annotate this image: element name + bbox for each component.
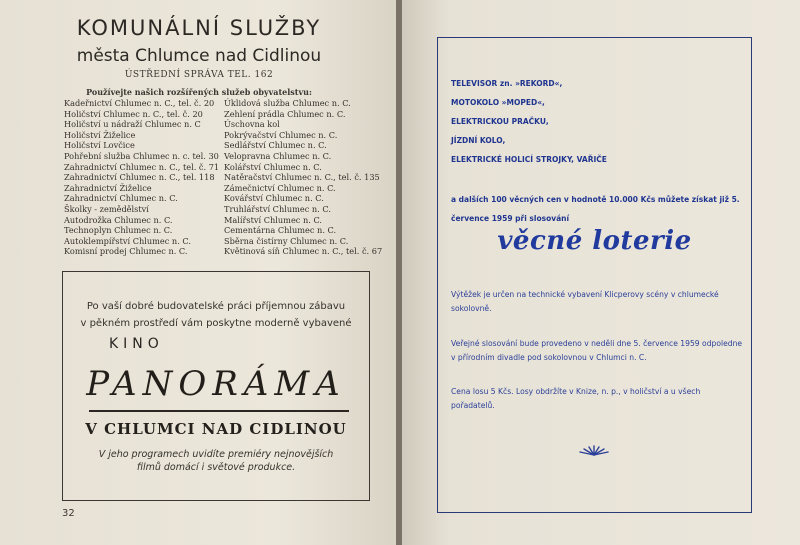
list-item: Sběrna čistírny Chlumec n. C. bbox=[224, 235, 349, 246]
cinema-town: V CHLUMCI NAD CIDLINOU bbox=[85, 420, 347, 438]
page-title: KOMUNÁLNÍ SLUŽBY bbox=[76, 16, 322, 40]
list-item: Zehlení prádla Chlumec n. C. bbox=[224, 108, 346, 119]
prize-item: JÍZDNÍ KOLO, bbox=[451, 136, 506, 145]
list-item: Autodrožka Chlumec n. C. bbox=[64, 214, 173, 225]
services-intro: Používejte našich rozšířených služeb obyvatelstvu: bbox=[86, 87, 312, 97]
divider bbox=[89, 410, 349, 412]
prize-list bbox=[451, 74, 607, 169]
prize-text: a dalších 100 věcných cen v hodnotě 10.000 Kčs můžete získat již 5. července 1959 při slosování bbox=[451, 195, 740, 223]
list-item: Holičství Lovčice bbox=[64, 140, 135, 151]
list-item: Pohřební služba Chlumec n. c. tel. 30 bbox=[64, 150, 219, 161]
list-item: Úschovna kol bbox=[224, 119, 280, 130]
left-page bbox=[0, 0, 398, 545]
cinema-name: PANORÁMA bbox=[86, 364, 346, 404]
list-item: Autoklempířství Chlumec n. C. bbox=[64, 235, 191, 246]
page-subtitle: města Chlumce nad Cidlinou bbox=[76, 46, 322, 66]
prize-item: ELEKTRICKÉ HOLICÍ STROJKY, VAŘIČE bbox=[451, 155, 607, 164]
list-item: Květinová síň Chlumec n. C., tel. č. 67 bbox=[224, 246, 383, 257]
list-item: Technoplyn Chlumec n. C. bbox=[64, 225, 173, 236]
list-item: Holičství Žiželice bbox=[64, 129, 136, 140]
list-item: Natěračství Chlumec n. C., tel. č. 135 bbox=[224, 172, 380, 183]
list-item: Sedlářství Chlumec n. C. bbox=[224, 140, 327, 151]
cinema-footer-line: filmů domácí i světové produkce. bbox=[136, 462, 296, 473]
list-item: Zahradnictví Chlumec n. C., tel. č. 71 bbox=[64, 161, 220, 172]
list-item: Kolářství Chlumec n. C. bbox=[224, 161, 322, 172]
cinema-intro-line: v pěkném prostředí vám poskytne moderně vybavené bbox=[80, 318, 352, 329]
lottery-advert bbox=[437, 37, 752, 513]
list-item: Holičství u nádraží Chlumec n. C bbox=[64, 119, 201, 130]
services-column-right bbox=[224, 98, 382, 257]
list-item: Školky - zemědělství bbox=[64, 203, 149, 214]
prize-item: TELEVISOR zn. »REKORD«, bbox=[451, 79, 563, 88]
cinema-footer-line: V jeho programech uvidíte premiéry nejnovějších bbox=[98, 449, 334, 460]
cinema-word: KINO bbox=[109, 336, 164, 352]
list-item: Truhlářství Chlumec n. C. bbox=[224, 203, 331, 214]
page-number: 32 bbox=[62, 508, 75, 519]
list-item: Holičství Chlumec n. C., tel. č. 20 bbox=[64, 108, 203, 119]
prize-item: ELEKTRICKOU PRAČKU, bbox=[451, 117, 549, 126]
list-item: Kadeřnictví Chlumec n. C., tel. č. 20 bbox=[64, 98, 215, 108]
list-item: Kovářství Chlumec n. C. bbox=[224, 193, 324, 204]
cinema-footer bbox=[63, 448, 369, 474]
paragraph-proceeds: Výtěžek je určen na technické vybavení Klicperovy scény v chlumecké sokolovně. bbox=[451, 290, 719, 313]
list-item: Úklidová služba Chlumec n. C. bbox=[224, 98, 351, 108]
cinema-advert bbox=[62, 271, 370, 501]
list-item: Komisní prodej Chlumec n. C. bbox=[64, 246, 188, 257]
list-item: Zahradnictví Chlumec n. C., tel. 118 bbox=[64, 172, 215, 183]
list-item: Velopravna Chlumec n. C. bbox=[224, 150, 332, 161]
ornament-icon bbox=[578, 443, 610, 457]
list-item: Zahradnictví Žiželice bbox=[64, 182, 152, 193]
list-item: Pokrývačství Chlumec n. C. bbox=[224, 129, 338, 140]
admin-line: ÚSTŘEDNÍ SPRÁVA TEL. 162 bbox=[124, 70, 274, 80]
cinema-intro-line: Po vaší dobré budovatelské práci příjemnou zábavu bbox=[86, 301, 346, 312]
paragraph-price: Cena losu 5 Kčs. Losy obdržíte v Knize, n. p., v holičství a u všech pořadatelů. bbox=[451, 387, 701, 410]
services-column-left bbox=[64, 98, 219, 257]
list-item: Cementárna Chlumec n. C. bbox=[224, 225, 337, 236]
right-page bbox=[402, 0, 800, 545]
lottery-title: věcné loterie bbox=[497, 226, 692, 256]
prize-item: MOTOKOLO »MOPED«, bbox=[451, 98, 545, 107]
list-item: Zahradnictví Chlumec n. C. bbox=[64, 193, 178, 204]
paragraph-drawing: Veřejné slosování bude provedeno v neděli dne 5. července 1959 odpoledne v přírodním divadle pod sokolovnou v Chlumci n. C. bbox=[451, 339, 743, 362]
list-item: Malířství Chlumec n. C. bbox=[224, 214, 323, 225]
cinema-intro bbox=[63, 298, 369, 332]
list-item: Zámečnictví Chlumec n. C. bbox=[224, 182, 336, 193]
